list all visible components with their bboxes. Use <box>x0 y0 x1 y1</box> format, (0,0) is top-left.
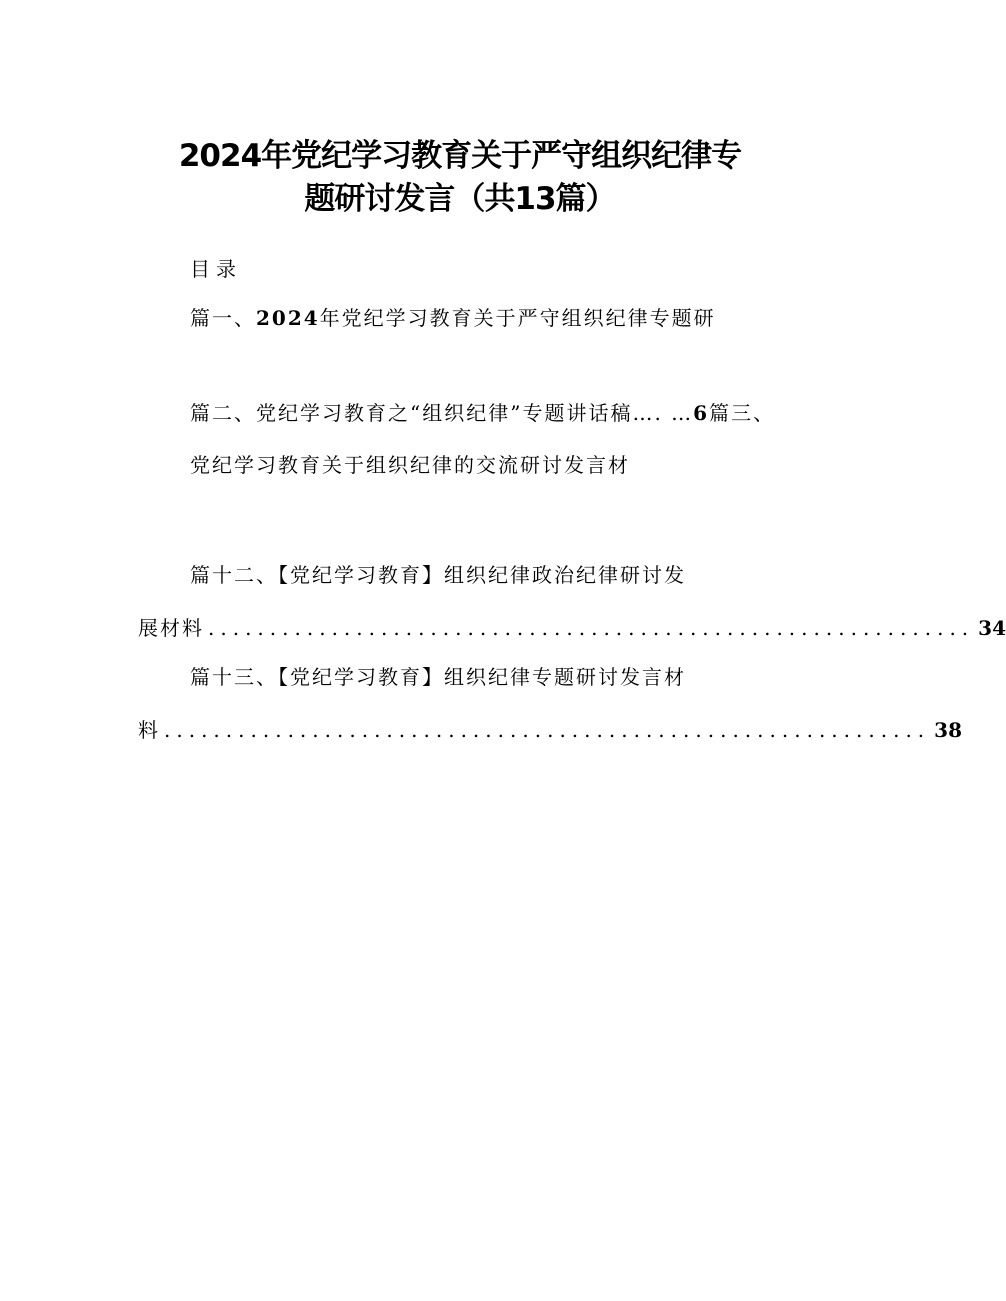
toc-entry-1-text: 年党纪学习教育关于严守组织纪律专题研 <box>319 306 716 330</box>
toc-dot-leader: .............................................................. <box>208 616 975 640</box>
toc-entry-1 <box>190 305 716 331</box>
toc-entry-12: 篇十二、【党纪学习教育】组织纪律政治纪律研讨发 <box>190 563 686 587</box>
toc-entry-12-tail: 展材料 <box>138 616 204 640</box>
toc-entry-13: 篇十三、【党纪学习教育】组织纪律专题研讨发言材 <box>190 665 686 689</box>
toc-heading: 目录 <box>190 257 242 281</box>
toc-dot-leader: .............................................................. <box>164 718 931 742</box>
toc-entry-1-prefix: 篇一、 <box>190 306 256 330</box>
toc-entry-3: 党纪学习教育关于组织纪律的交流研讨发言材 <box>190 453 630 477</box>
toc-entry-12-page: 34 <box>978 616 1006 640</box>
document-title-line-2: 题研讨发言（共13篇） <box>304 181 616 217</box>
toc-entry-2-text: 篇二、党纪学习教育之“组织纪律”专题讲话稿…. … <box>190 401 694 425</box>
toc-entry-12-continuation <box>138 615 1006 641</box>
toc-entry-2 <box>190 400 775 426</box>
toc-entry-1-year: 2024 <box>256 306 320 330</box>
toc-entry-2-page: 6 <box>693 401 710 425</box>
toc-entry-2-tail: 篇三、 <box>709 401 776 425</box>
toc-entry-13-page: 38 <box>934 718 963 742</box>
toc-entry-13-tail: 料 <box>138 718 160 742</box>
document-title-line-1: 2024年党纪学习教育关于严守组织纪律专 <box>178 138 742 174</box>
toc-entry-13-continuation <box>138 717 963 743</box>
